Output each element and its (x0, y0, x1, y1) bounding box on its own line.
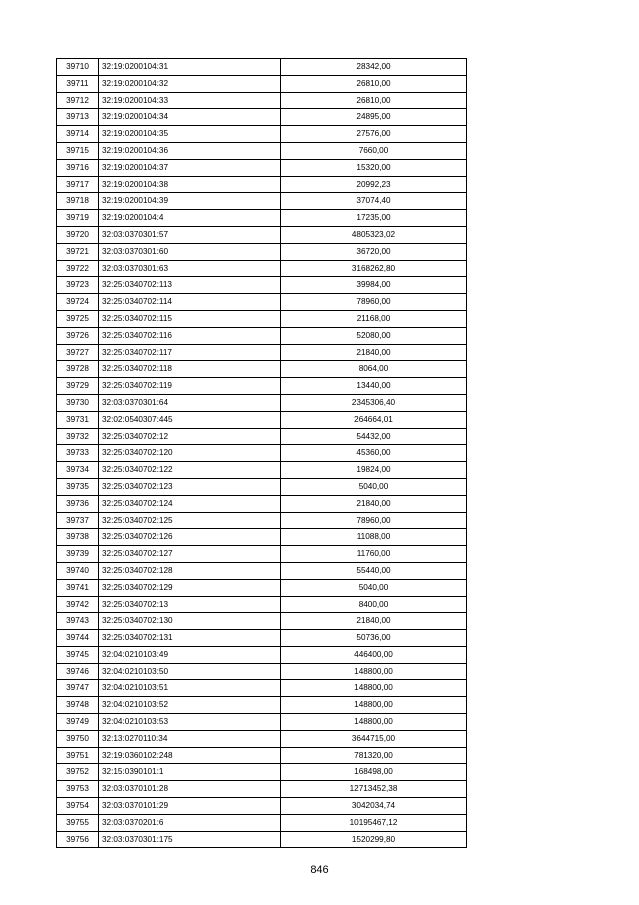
table-row (57, 109, 467, 126)
value-cell: 10195467,12 (281, 814, 467, 831)
value-cell: 21840,00 (281, 344, 467, 361)
value-cell: 5040,00 (281, 579, 467, 596)
table-row (57, 495, 467, 512)
cadastral-number-cell: 32:03:0370201:6 (99, 814, 281, 831)
table-row (57, 781, 467, 798)
table-row (57, 831, 467, 848)
row-number-cell: 39719 (57, 210, 99, 227)
cadastral-number-cell: 32:25:0340702:131 (99, 630, 281, 647)
table-row (57, 730, 467, 747)
row-number-cell: 39728 (57, 361, 99, 378)
cadastral-value-table (56, 58, 467, 848)
value-cell: 26810,00 (281, 92, 467, 109)
cadastral-number-cell: 32:25:0340702:118 (99, 361, 281, 378)
value-cell: 11760,00 (281, 546, 467, 563)
value-cell: 78960,00 (281, 512, 467, 529)
row-number-cell: 39723 (57, 277, 99, 294)
cadastral-number-cell: 32:19:0360102:248 (99, 747, 281, 764)
value-cell: 3168262,80 (281, 260, 467, 277)
value-cell: 19824,00 (281, 462, 467, 479)
table-row (57, 562, 467, 579)
cadastral-number-cell: 32:19:0200104:39 (99, 193, 281, 210)
cadastral-number-cell: 32:19:0200104:31 (99, 59, 281, 76)
cadastral-number-cell: 32:25:0340702:120 (99, 445, 281, 462)
row-number-cell: 39715 (57, 142, 99, 159)
table-row (57, 310, 467, 327)
page-number: 846 (310, 864, 329, 876)
table-row (57, 59, 467, 76)
table-row (57, 546, 467, 563)
value-cell: 52080,00 (281, 327, 467, 344)
row-number-cell: 39753 (57, 781, 99, 798)
row-number-cell: 39722 (57, 260, 99, 277)
value-cell: 13440,00 (281, 378, 467, 395)
table-row (57, 630, 467, 647)
row-number-cell: 39746 (57, 663, 99, 680)
cadastral-number-cell: 32:19:0200104:34 (99, 109, 281, 126)
value-cell: 21840,00 (281, 495, 467, 512)
row-number-cell: 39733 (57, 445, 99, 462)
table-row (57, 579, 467, 596)
cadastral-number-cell: 32:19:0200104:33 (99, 92, 281, 109)
row-number-cell: 39711 (57, 75, 99, 92)
cadastral-number-cell: 32:03:0370301:63 (99, 260, 281, 277)
cadastral-number-cell: 32:04:0210103:51 (99, 680, 281, 697)
row-number-cell: 39738 (57, 529, 99, 546)
cadastral-number-cell: 32:25:0340702:12 (99, 428, 281, 445)
row-number-cell: 39745 (57, 646, 99, 663)
row-number-cell: 39751 (57, 747, 99, 764)
table-row (57, 680, 467, 697)
table-row (57, 663, 467, 680)
cadastral-number-cell: 32:25:0340702:128 (99, 562, 281, 579)
value-cell: 17235,00 (281, 210, 467, 227)
row-number-cell: 39755 (57, 814, 99, 831)
cadastral-number-cell: 32:04:0210103:52 (99, 697, 281, 714)
row-number-cell: 39731 (57, 411, 99, 428)
value-cell: 27576,00 (281, 126, 467, 143)
table-row (57, 243, 467, 260)
table-row (57, 176, 467, 193)
cadastral-number-cell: 32:02:0540307:445 (99, 411, 281, 428)
row-number-cell: 39734 (57, 462, 99, 479)
row-number-cell: 39740 (57, 562, 99, 579)
cadastral-number-cell: 32:03:0370301:175 (99, 831, 281, 848)
value-cell: 36720,00 (281, 243, 467, 260)
cadastral-number-cell: 32:03:0370301:64 (99, 394, 281, 411)
cadastral-number-cell: 32:25:0340702:124 (99, 495, 281, 512)
value-cell: 4805323,02 (281, 226, 467, 243)
value-cell: 446400,00 (281, 646, 467, 663)
row-number-cell: 39735 (57, 478, 99, 495)
table-row (57, 646, 467, 663)
table-row (57, 714, 467, 731)
cadastral-number-cell: 32:15:0390101:1 (99, 764, 281, 781)
table-row (57, 798, 467, 815)
row-number-cell: 39729 (57, 378, 99, 395)
row-number-cell: 39752 (57, 764, 99, 781)
cadastral-number-cell: 32:03:0370301:60 (99, 243, 281, 260)
row-number-cell: 39717 (57, 176, 99, 193)
value-cell: 45360,00 (281, 445, 467, 462)
row-number-cell: 39739 (57, 546, 99, 563)
row-number-cell: 39710 (57, 59, 99, 76)
value-cell: 264664,01 (281, 411, 467, 428)
row-number-cell: 39716 (57, 159, 99, 176)
value-cell: 15320,00 (281, 159, 467, 176)
table-row (57, 142, 467, 159)
row-number-cell: 39727 (57, 344, 99, 361)
table-row (57, 277, 467, 294)
value-cell: 11088,00 (281, 529, 467, 546)
value-cell: 54432,00 (281, 428, 467, 445)
value-cell: 39984,00 (281, 277, 467, 294)
cadastral-number-cell: 32:19:0200104:32 (99, 75, 281, 92)
table-row (57, 394, 467, 411)
value-cell: 148800,00 (281, 714, 467, 731)
table-row (57, 226, 467, 243)
row-number-cell: 39737 (57, 512, 99, 529)
value-cell: 78960,00 (281, 294, 467, 311)
cadastral-number-cell: 32:25:0340702:126 (99, 529, 281, 546)
row-number-cell: 39741 (57, 579, 99, 596)
cadastral-number-cell: 32:25:0340702:115 (99, 310, 281, 327)
value-cell: 7660,00 (281, 142, 467, 159)
table-row (57, 327, 467, 344)
table-row (57, 75, 467, 92)
cadastral-number-cell: 32:19:0200104:37 (99, 159, 281, 176)
cadastral-number-cell: 32:19:0200104:4 (99, 210, 281, 227)
cadastral-number-cell: 32:25:0340702:117 (99, 344, 281, 361)
row-number-cell: 39726 (57, 327, 99, 344)
value-cell: 5040,00 (281, 478, 467, 495)
table-row (57, 445, 467, 462)
cadastral-number-cell: 32:19:0200104:35 (99, 126, 281, 143)
row-number-cell: 39713 (57, 109, 99, 126)
row-number-cell: 39747 (57, 680, 99, 697)
row-number-cell: 39732 (57, 428, 99, 445)
value-cell: 28342,00 (281, 59, 467, 76)
value-cell: 148800,00 (281, 697, 467, 714)
table-row (57, 92, 467, 109)
value-cell: 21840,00 (281, 613, 467, 630)
table-row (57, 193, 467, 210)
table-row (57, 478, 467, 495)
cadastral-number-cell: 32:19:0200104:36 (99, 142, 281, 159)
row-number-cell: 39742 (57, 596, 99, 613)
cadastral-number-cell: 32:04:0210103:49 (99, 646, 281, 663)
cadastral-number-cell: 32:25:0340702:130 (99, 613, 281, 630)
cadastral-number-cell: 32:25:0340702:114 (99, 294, 281, 311)
cadastral-number-cell: 32:25:0340702:113 (99, 277, 281, 294)
row-number-cell: 39714 (57, 126, 99, 143)
row-number-cell: 39743 (57, 613, 99, 630)
row-number-cell: 39724 (57, 294, 99, 311)
table-row (57, 764, 467, 781)
cadastral-number-cell: 32:25:0340702:13 (99, 596, 281, 613)
table-row (57, 344, 467, 361)
table-row (57, 462, 467, 479)
table-body (57, 59, 467, 848)
row-number-cell: 39750 (57, 730, 99, 747)
row-number-cell: 39756 (57, 831, 99, 848)
row-number-cell: 39736 (57, 495, 99, 512)
value-cell: 55440,00 (281, 562, 467, 579)
table-row (57, 159, 467, 176)
value-cell: 37074,40 (281, 193, 467, 210)
cadastral-number-cell: 32:03:0370301:57 (99, 226, 281, 243)
table-row (57, 596, 467, 613)
value-cell: 781320,00 (281, 747, 467, 764)
table-row (57, 512, 467, 529)
table-row (57, 260, 467, 277)
value-cell: 12713452,38 (281, 781, 467, 798)
cadastral-number-cell: 32:25:0340702:127 (99, 546, 281, 563)
value-cell: 1520299,80 (281, 831, 467, 848)
row-number-cell: 39712 (57, 92, 99, 109)
value-cell: 20992,23 (281, 176, 467, 193)
table-row (57, 529, 467, 546)
cadastral-number-cell: 32:04:0210103:53 (99, 714, 281, 731)
value-cell: 3042034,74 (281, 798, 467, 815)
cadastral-number-cell: 32:19:0200104:38 (99, 176, 281, 193)
table-row (57, 126, 467, 143)
row-number-cell: 39730 (57, 394, 99, 411)
value-cell: 21168,00 (281, 310, 467, 327)
value-cell: 168498,00 (281, 764, 467, 781)
table-row (57, 697, 467, 714)
cadastral-number-cell: 32:25:0340702:123 (99, 478, 281, 495)
table-row (57, 210, 467, 227)
table-row (57, 361, 467, 378)
cadastral-number-cell: 32:25:0340702:119 (99, 378, 281, 395)
cadastral-number-cell: 32:13:0270110:34 (99, 730, 281, 747)
value-cell: 148800,00 (281, 680, 467, 697)
row-number-cell: 39720 (57, 226, 99, 243)
value-cell: 26810,00 (281, 75, 467, 92)
value-cell: 148800,00 (281, 663, 467, 680)
row-number-cell: 39718 (57, 193, 99, 210)
value-cell: 8400,00 (281, 596, 467, 613)
table-row (57, 613, 467, 630)
cadastral-number-cell: 32:25:0340702:125 (99, 512, 281, 529)
table-row (57, 747, 467, 764)
row-number-cell: 39744 (57, 630, 99, 647)
value-cell: 3644715,00 (281, 730, 467, 747)
row-number-cell: 39721 (57, 243, 99, 260)
cadastral-number-cell: 32:04:0210103:50 (99, 663, 281, 680)
value-cell: 2345306,40 (281, 394, 467, 411)
value-cell: 50736,00 (281, 630, 467, 647)
table-row (57, 428, 467, 445)
value-cell: 24895,00 (281, 109, 467, 126)
table-row (57, 814, 467, 831)
cadastral-number-cell: 32:25:0340702:122 (99, 462, 281, 479)
value-cell: 8064,00 (281, 361, 467, 378)
cadastral-number-cell: 32:03:0370101:29 (99, 798, 281, 815)
row-number-cell: 39725 (57, 310, 99, 327)
cadastral-number-cell: 32:03:0370101:28 (99, 781, 281, 798)
cadastral-number-cell: 32:25:0340702:116 (99, 327, 281, 344)
row-number-cell: 39749 (57, 714, 99, 731)
table-row (57, 411, 467, 428)
row-number-cell: 39754 (57, 798, 99, 815)
row-number-cell: 39748 (57, 697, 99, 714)
table-row (57, 378, 467, 395)
table-row (57, 294, 467, 311)
cadastral-number-cell: 32:25:0340702:129 (99, 579, 281, 596)
